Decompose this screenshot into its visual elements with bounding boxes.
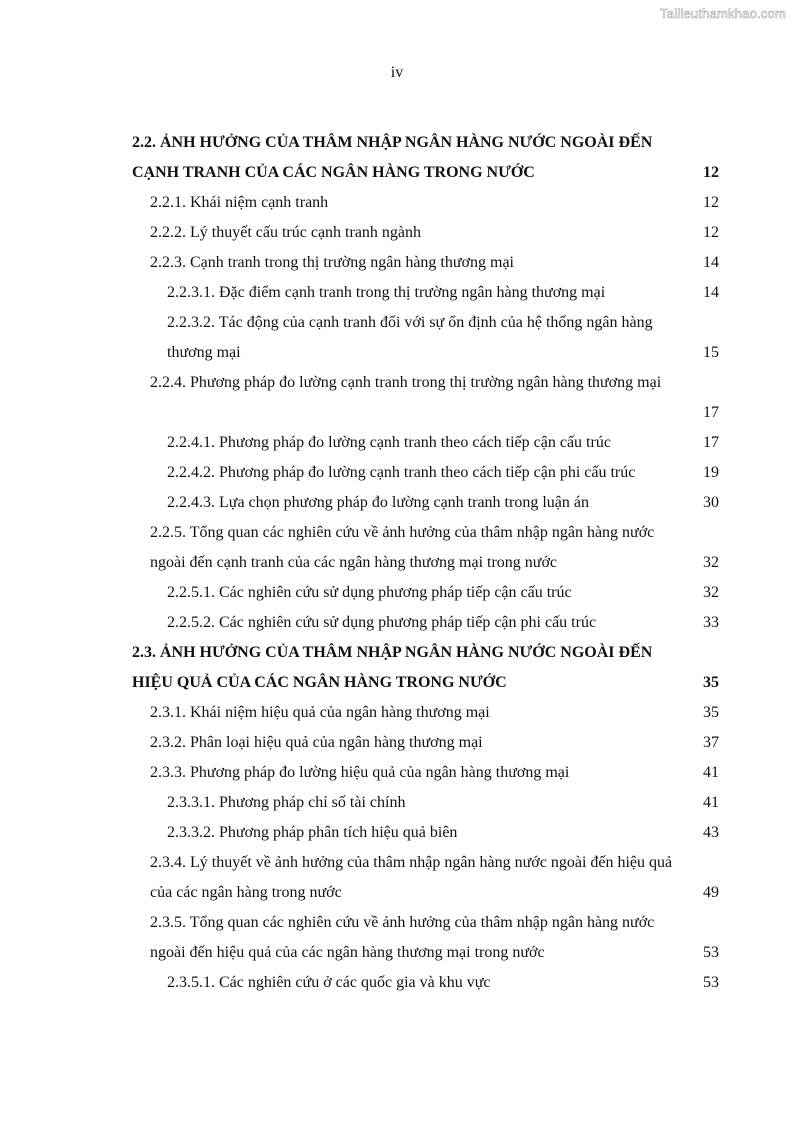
toc-entry-title: 2.3.5.1. Các nghiên cứu ở các quốc gia và khu vực	[167, 974, 491, 991]
toc-entry-page: 43	[703, 824, 719, 841]
toc-entry-title: 2.3.4. Lý thuyết về ảnh hưởng của thâm nhập ngân hàng nước ngoài đến hiệu quả của các ngân hàng trong nước	[150, 854, 673, 901]
toc-entry-2-2-5-2[interactable]	[132, 608, 719, 638]
toc-entry-2-3-1[interactable]	[132, 698, 719, 728]
toc-entry-2-2-3-2[interactable]	[132, 308, 719, 368]
toc-entry-title: 2.3.3. Phương pháp đo lường hiệu quả của ngân hàng thương mại	[150, 764, 570, 781]
toc-entry-page: 53	[703, 974, 719, 991]
toc-entry-title: 2.2.5.1. Các nghiên cứu sử dụng phương pháp tiếp cận cấu trúc	[167, 584, 572, 601]
toc-entry-page: 32	[703, 584, 719, 601]
toc-entry-2-3-5[interactable]	[132, 908, 719, 968]
toc-entry-page: 30	[703, 494, 719, 511]
toc-entry-page: 41	[703, 764, 719, 781]
toc-entry-page: 32	[703, 554, 719, 571]
watermark-text: Tailieuthamkhao.com	[660, 6, 786, 21]
toc-entry-title: 2.3.3.2. Phương pháp phân tích hiệu quả biên	[167, 824, 458, 841]
toc-entry-page: 12	[703, 194, 719, 211]
toc-entry-title: 2.2. ẢNH HƯỞNG CỦA THÂM NHẬP NGÂN HÀNG NƯỚC NGOÀI ĐẾN CẠNH TRANH CỦA CÁC NGÂN HÀNG TRONG NƯỚC	[132, 134, 653, 181]
toc-entry-2-2-5-1[interactable]	[132, 578, 719, 608]
toc-entry-page: 14	[703, 254, 719, 271]
toc-entry-title: 2.2.3.2. Tác động của cạnh tranh đối với sự ổn định của hệ thống ngân hàng thương mại	[167, 314, 653, 361]
toc-entry-page: 15	[703, 344, 719, 361]
page-number: iv	[390, 64, 404, 81]
toc-entry-2-2-4-1[interactable]	[132, 428, 719, 458]
toc-entry-2-3-3-2[interactable]	[132, 818, 719, 848]
toc-entry-2-3-3-1[interactable]	[132, 788, 719, 818]
toc-entry-2-3[interactable]	[132, 638, 719, 698]
toc-entry-page: 35	[703, 674, 719, 691]
toc-entry-title: 2.3.2. Phân loại hiệu quả của ngân hàng thương mại	[150, 734, 483, 751]
toc-entry-title: 2.2.2. Lý thuyết cấu trúc cạnh tranh ngành	[150, 224, 422, 241]
toc-entry-page: 41	[703, 794, 719, 811]
toc-entry-2-2-5[interactable]	[132, 518, 719, 578]
toc-entry-2-2-4[interactable]	[132, 368, 719, 428]
toc-entry-2-2-2[interactable]	[132, 218, 719, 248]
toc-entry-2-2-4-3[interactable]	[132, 488, 719, 518]
table-of-contents	[132, 128, 719, 998]
toc-entry-2-2-1[interactable]	[132, 188, 719, 218]
toc-entry-title: 2.2.5.2. Các nghiên cứu sử dụng phương pháp tiếp cận phi cấu trúc	[167, 614, 597, 631]
toc-entry-2-2[interactable]	[132, 128, 719, 188]
toc-entry-page: 12	[703, 164, 719, 181]
toc-entry-page: 14	[703, 284, 719, 301]
toc-entry-2-2-3-1[interactable]	[132, 278, 719, 308]
toc-entry-2-2-3[interactable]	[132, 248, 719, 278]
toc-entry-title: 2.2.1. Khái niệm cạnh tranh	[150, 194, 329, 211]
toc-entry-page: 12	[703, 224, 719, 241]
toc-entry-page: 49	[703, 884, 719, 901]
toc-entry-2-3-4[interactable]	[132, 848, 719, 908]
toc-entry-page: 17	[703, 404, 719, 421]
toc-entry-2-3-3[interactable]	[132, 758, 719, 788]
toc-entry-title: 2.2.4. Phương pháp đo lường cạnh tranh trong thị trường ngân hàng thương mại	[150, 374, 662, 391]
toc-entry-title: 2.2.5. Tổng quan các nghiên cứu về ảnh hưởng của thâm nhập ngân hàng nước ngoài đến cạnh tranh của các ngân hàng thương mại trong nước	[150, 524, 655, 571]
toc-entry-2-3-5-1[interactable]	[132, 968, 719, 998]
toc-entry-page: 35	[703, 704, 719, 721]
toc-entry-title: 2.2.4.3. Lựa chọn phương pháp đo lường cạnh tranh trong luận án	[167, 494, 589, 511]
toc-entry-title: 2.3.1. Khái niệm hiệu quả của ngân hàng thương mại	[150, 704, 490, 721]
toc-entry-title: 2.2.4.2. Phương pháp đo lường cạnh tranh theo cách tiếp cận phi cấu trúc	[167, 464, 636, 481]
toc-entry-page: 17	[703, 434, 719, 451]
toc-entry-page: 33	[703, 614, 719, 631]
toc-entry-title: 2.3. ẢNH HƯỞNG CỦA THÂM NHẬP NGÂN HÀNG NƯỚC NGOÀI ĐẾN HIỆU QUẢ CỦA CÁC NGÂN HÀNG TRONG NƯỚC	[132, 644, 653, 691]
toc-entry-title: 2.2.3. Cạnh tranh trong thị trường ngân hàng thương mại	[150, 254, 514, 271]
toc-entry-title: 2.2.3.1. Đặc điểm cạnh tranh trong thị trường ngân hàng thương mại	[167, 284, 606, 301]
toc-entry-2-2-4-2[interactable]	[132, 458, 719, 488]
toc-entry-title: 2.3.5. Tổng quan các nghiên cứu về ảnh hưởng của thâm nhập ngân hàng nước ngoài đến hiệu quả của các ngân hàng thương mại trong nước	[150, 914, 655, 961]
toc-entry-title: 2.2.4.1. Phương pháp đo lường cạnh tranh theo cách tiếp cận cấu trúc	[167, 434, 611, 451]
toc-entry-2-3-2[interactable]	[132, 728, 719, 758]
toc-entry-page: 19	[703, 464, 719, 481]
toc-entry-title: 2.3.3.1. Phương pháp chỉ số tài chính	[167, 794, 406, 811]
toc-entry-page: 37	[703, 734, 719, 751]
toc-entry-page: 53	[703, 944, 719, 961]
